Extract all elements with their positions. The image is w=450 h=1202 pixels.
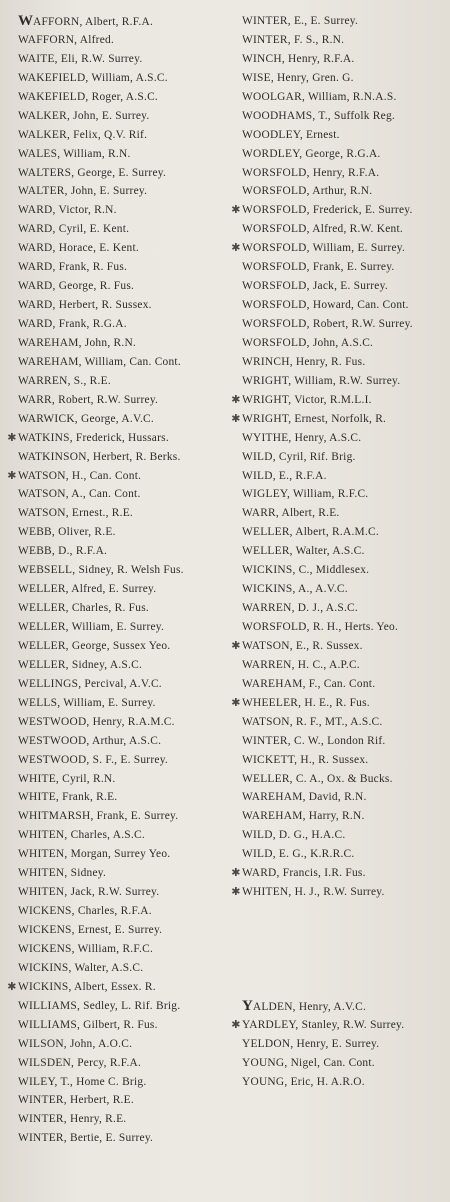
- name-entry: [6, 1110, 234, 1129]
- name-entry: [230, 807, 446, 826]
- memorial-star-icon: ✱: [231, 1019, 241, 1031]
- name-entry: [6, 921, 234, 940]
- name-entry-text: WALKER, Felix, Q.V. Rif.: [18, 128, 148, 141]
- name-entry: [6, 448, 234, 467]
- name-entry-text: WAREHAM, John, R.N.: [18, 336, 137, 349]
- name-entry: [230, 391, 446, 410]
- name-entry-text: WILLIAMS, Gilbert, R. Fus.: [18, 1018, 158, 1031]
- name-entry-text: WATKINS, Frederick, Hussars.: [18, 431, 169, 444]
- name-entry: [6, 220, 234, 239]
- name-entry-text: WICKINS, C., Middlesex.: [242, 564, 370, 577]
- memorial-star-icon: ✱: [7, 980, 17, 993]
- name-entry: [230, 182, 446, 201]
- name-entry: [6, 675, 234, 694]
- name-entry: [230, 50, 446, 69]
- name-entry-text: YARDLEY, Stanley, R.W. Surrey.: [242, 1019, 405, 1031]
- name-entry: [6, 239, 234, 258]
- name-entry: [6, 694, 234, 713]
- memorial-star-icon: ✱: [231, 867, 241, 880]
- name-entry-text: WATSON, Ernest., R.E.: [18, 507, 134, 520]
- name-entry-text: WINTER, Herbert, R.E.: [18, 1094, 134, 1107]
- name-entry: [6, 940, 234, 959]
- section-initial-letter: Y: [242, 997, 253, 1014]
- name-entry-text: WILD, D. G., H.A.C.: [242, 829, 346, 842]
- name-entry-text: WAFFORN, Albert, R.F.A.: [18, 12, 154, 29]
- name-entry-text: WEBB, D., R.F.A.: [18, 545, 108, 558]
- name-entry-text: WRIGHT, William, R.W. Surrey.: [242, 374, 401, 387]
- name-entry-text: WALTER, John, E. Surrey.: [18, 185, 148, 198]
- name-entry-text: WALKER, John, E. Surrey.: [18, 109, 150, 122]
- name-entry-text: WORSFOLD, Alfred, R.W. Kent.: [242, 223, 403, 236]
- name-entry-text: WHEELER, H. E., R. Fus.: [242, 696, 370, 709]
- name-entry: [6, 1129, 234, 1148]
- name-entry-text: WHITEN, Charles, A.S.C.: [18, 829, 145, 842]
- name-entry: [230, 732, 446, 751]
- name-entry: [230, 656, 446, 675]
- memorial-star-icon: ✱: [7, 469, 17, 482]
- name-entry: [6, 864, 234, 883]
- name-entry-text: WILD, E., R.F.A.: [242, 469, 327, 482]
- name-entry-text: WIGLEY, William, R.F.C.: [242, 488, 369, 501]
- name-entry: [6, 429, 234, 448]
- name-entry-text: WICKENS, William, R.F.C.: [18, 942, 154, 955]
- name-entry-text: WOODLEY, Ernest.: [242, 128, 340, 141]
- name-entry: [6, 164, 234, 183]
- name-entry-text: WARD, Cyril, E. Kent.: [18, 223, 130, 236]
- name-entry-text: WINTER, Bertie, E. Surrey.: [18, 1132, 154, 1145]
- right-w-names: [230, 12, 446, 902]
- name-entry: [6, 69, 234, 88]
- name-entry-text: WARREN, S., R.E.: [18, 374, 111, 387]
- name-entry-text: WELLER, William, E. Surrey.: [18, 621, 165, 633]
- name-entry-text: WILLIAMS, Sedley, L. Rif. Brig.: [18, 999, 181, 1012]
- name-entry-text: WOODHAMS, T., Suffolk Reg.: [242, 109, 395, 122]
- name-entry-text: WRIGHT, Ernest, Norfolk, R.: [242, 412, 387, 425]
- name-entry-text: WATSON, E., R. Sussex.: [242, 639, 363, 652]
- name-entry: [6, 902, 234, 921]
- name-entry: [230, 826, 446, 845]
- name-entry: [230, 637, 446, 656]
- name-entry: [230, 296, 446, 315]
- name-entry-text: WINTER, C. W., London Rif.: [242, 734, 386, 747]
- name-entry: [230, 12, 446, 31]
- name-entry: [6, 201, 234, 220]
- name-entry-text: WARD, Frank, R.G.A.: [18, 318, 127, 330]
- name-entry: [6, 107, 234, 126]
- name-entry-text: WINTER, E., E. Surrey.: [242, 15, 359, 27]
- name-entry: [230, 1016, 446, 1035]
- name-entry-text: WELLER, C. A., Ox. & Bucks.: [242, 772, 393, 785]
- memorial-star-icon: ✱: [231, 696, 241, 709]
- name-entry-text: WATSON, A., Can. Cont.: [18, 488, 141, 501]
- name-entry-text: WORSFOLD, John, A.S.C.: [242, 336, 374, 349]
- name-entry-text: WILSDEN, Percy, R.F.A.: [18, 1056, 142, 1069]
- name-entry: [6, 997, 234, 1016]
- name-entry: [6, 788, 234, 807]
- name-entry-text: WAITE, Eli, R.W. Surrey.: [18, 52, 143, 65]
- name-entry: [230, 410, 446, 429]
- name-entry-text: WATSON, H., Can. Cont.: [18, 469, 142, 482]
- name-entry: [230, 618, 446, 637]
- name-entry: [6, 656, 234, 675]
- name-entry-text: WOOLGAR, William, R.N.A.S.: [242, 90, 397, 103]
- name-entry: [230, 448, 446, 467]
- name-entry-text: WILD, E. G., K.R.R.C.: [242, 848, 355, 861]
- name-entry: [6, 296, 234, 315]
- name-entry: [6, 580, 234, 599]
- name-entry-text: WAKEFIELD, William, A.S.C.: [18, 71, 168, 84]
- name-entry-text: WHITMARSH, Frank, E. Surrey.: [18, 810, 179, 823]
- name-entry: [230, 315, 446, 334]
- name-entry-text: WICKENS, Charles, R.F.A.: [18, 905, 152, 918]
- name-entry: [6, 31, 234, 50]
- name-entry: [230, 1054, 446, 1073]
- name-entry: [230, 1035, 446, 1054]
- name-entry: [6, 523, 234, 542]
- name-entry-text: WORSFOLD, Howard, Can. Cont.: [242, 299, 409, 312]
- name-entry: [6, 145, 234, 164]
- name-entry-text: WRIGHT, Victor, R.M.L.I.: [242, 393, 372, 406]
- name-entry: [6, 770, 234, 789]
- name-entry-text: WORDLEY, George, R.G.A.: [242, 147, 381, 160]
- name-entry: [230, 353, 446, 372]
- name-entry-text: WAREHAM, David, R.N.: [242, 791, 367, 804]
- name-entry-text: WHITE, Cyril, R.N.: [18, 772, 116, 785]
- name-entry: [230, 334, 446, 353]
- name-entry-text: WARD, Francis, I.R. Fus.: [242, 867, 366, 880]
- name-entry: [230, 883, 446, 902]
- name-entry: [6, 372, 234, 391]
- name-entry: [6, 1016, 234, 1035]
- memorial-star-icon: ✱: [231, 242, 241, 255]
- name-entry: [6, 959, 234, 978]
- name-entry-text: WAREHAM, Harry, R.N.: [242, 810, 365, 823]
- name-entry: [230, 845, 446, 864]
- right-name-column: [230, 12, 446, 1092]
- name-entry-text: WORSFOLD, William, E. Surrey.: [242, 242, 406, 255]
- name-entry-text: WAKEFIELD, Roger, A.S.C.: [18, 90, 159, 103]
- name-entry: [6, 485, 234, 504]
- name-entry-text: WARD, Victor, R.N.: [18, 204, 117, 217]
- name-entry: [6, 845, 234, 864]
- name-entry: [6, 12, 234, 31]
- name-entry-text: WATSON, R. F., MT., A.S.C.: [242, 715, 383, 728]
- name-entry: [6, 1091, 234, 1110]
- name-entry-text: WALES, William, R.N.: [18, 147, 131, 160]
- name-entry: [6, 826, 234, 845]
- name-entry-text: WELLER, George, Sussex Yeo.: [18, 639, 171, 652]
- name-entry: [230, 694, 446, 713]
- name-entry: [6, 410, 234, 429]
- name-entry: [6, 807, 234, 826]
- name-entry: [230, 69, 446, 88]
- name-entry-text: YOUNG, Eric, H. A.R.O.: [242, 1075, 365, 1088]
- name-entry: [6, 561, 234, 580]
- name-entry-text: WORSFOLD, Henry, R.F.A.: [242, 166, 380, 179]
- name-entry: [6, 751, 234, 770]
- name-entry-text: WHITEN, Sidney.: [18, 867, 107, 880]
- name-entry-text: WHITEN, Jack, R.W. Surrey.: [18, 886, 160, 899]
- name-entry-text: WARD, Horace, E. Kent.: [18, 242, 139, 255]
- memorial-star-icon: ✱: [231, 412, 241, 425]
- name-entry-text: WHITEN, Morgan, Surrey Yeo.: [18, 848, 171, 861]
- section-gap: [230, 902, 446, 997]
- name-entry: [230, 258, 446, 277]
- right-y-names: [230, 997, 446, 1092]
- name-entry: [6, 126, 234, 145]
- name-entry: [230, 429, 446, 448]
- name-entry-text: WELLER, Sidney, A.S.C.: [18, 658, 143, 671]
- name-entry-text: WAREHAM, F., Can. Cont.: [242, 677, 376, 690]
- name-entry: [230, 864, 446, 883]
- name-entry: [230, 788, 446, 807]
- name-entry: [230, 467, 446, 486]
- name-entry-text: WILD, Cyril, Rif. Brig.: [242, 450, 356, 463]
- name-entry: [6, 637, 234, 656]
- name-entry: [230, 542, 446, 561]
- name-entry-text: WHITEN, H. J., R.W. Surrey.: [242, 886, 385, 899]
- memorial-star-icon: ✱: [231, 393, 241, 406]
- name-entry-text: WARREN, H. C., A.P.C.: [242, 658, 360, 671]
- name-entry-text: WORSFOLD, Frederick, E. Surrey.: [242, 204, 413, 217]
- name-entry-text: WORSFOLD, Frank, E. Surrey.: [242, 261, 395, 274]
- name-entry-text: YALDEN, Henry, A.V.C.: [242, 997, 367, 1014]
- name-entry: [6, 1035, 234, 1054]
- name-entry-text: WINCH, Henry, R.F.A.: [242, 52, 355, 65]
- name-entry-text: WARD, Frank, R. Fus.: [18, 261, 128, 274]
- name-entry: [230, 201, 446, 220]
- name-entry: [6, 182, 234, 201]
- name-entry-text: WESTWOOD, Henry, R.A.M.C.: [18, 715, 175, 728]
- name-entry: [230, 239, 446, 258]
- name-entry-text: WESTWOOD, Arthur, A.S.C.: [18, 734, 162, 747]
- left-name-column: [6, 12, 234, 1148]
- name-entry: [6, 88, 234, 107]
- name-entry-text: WYITHE, Henry, A.S.C.: [242, 431, 362, 444]
- name-entry: [230, 107, 446, 126]
- name-entry: [230, 1073, 446, 1092]
- name-entry-text: WICKENS, Ernest, E. Surrey.: [18, 924, 163, 936]
- memorial-star-icon: ✱: [231, 886, 241, 899]
- name-entry: [230, 145, 446, 164]
- name-entry-text: WORSFOLD, R. H., Herts. Yeo.: [242, 621, 399, 633]
- name-entry: [230, 751, 446, 770]
- name-entry-text: WELLER, Walter, A.S.C.: [242, 545, 365, 558]
- name-entry: [6, 713, 234, 732]
- name-entry: [6, 315, 234, 334]
- name-entry: [230, 580, 446, 599]
- name-entry-text: WEBB, Oliver, R.E.: [18, 526, 116, 539]
- name-entry: [230, 504, 446, 523]
- name-entry: [230, 770, 446, 789]
- name-entry: [6, 599, 234, 618]
- name-entry: [6, 391, 234, 410]
- name-entry-text: WILEY, T., Home C. Brig.: [18, 1075, 147, 1088]
- name-entry: [6, 353, 234, 372]
- name-entry-text: WELLS, William, E. Surrey.: [18, 696, 156, 709]
- name-entry: [6, 883, 234, 902]
- name-entry: [6, 277, 234, 296]
- name-entry: [230, 713, 446, 732]
- name-entry-text: YOUNG, Nigel, Can. Cont.: [242, 1056, 375, 1069]
- name-entry-text: WARR, Albert, R.E.: [242, 507, 340, 520]
- name-entry: [6, 732, 234, 751]
- name-entry-text: WINTER, F. S., R.N.: [242, 33, 345, 46]
- name-entry: [230, 126, 446, 145]
- name-entry-text: WICKINS, Albert, Essex. R.: [18, 980, 156, 993]
- name-entry: [6, 258, 234, 277]
- name-entry-text: WORSFOLD, Arthur, R.N.: [242, 185, 373, 198]
- name-entry: [6, 1073, 234, 1092]
- name-entry-text: WICKETT, H., R. Sussex.: [242, 753, 369, 766]
- name-entry-text: WARWICK, George, A.V.C.: [18, 412, 154, 425]
- name-entry-text: WELLER, Albert, R.A.M.C.: [242, 526, 379, 539]
- name-entry-text: WELLINGS, Percival, A.V.C.: [18, 677, 162, 690]
- name-entry: [230, 523, 446, 542]
- name-entry-text: WARR, Robert, R.W. Surrey.: [18, 393, 159, 406]
- name-entry-text: WARD, George, R. Fus.: [18, 280, 135, 293]
- name-entry: [6, 978, 234, 997]
- name-entry-text: WICKINS, Walter, A.S.C.: [18, 961, 144, 974]
- name-entry: [230, 485, 446, 504]
- name-entry-text: WAFFORN, Alfred.: [18, 33, 115, 46]
- name-entry: [230, 31, 446, 50]
- memorial-star-icon: ✱: [7, 431, 17, 444]
- name-entry: [6, 542, 234, 561]
- name-entry-text: WORSFOLD, Robert, R.W. Surrey.: [242, 318, 413, 330]
- name-entry-text: WATKINSON, Herbert, R. Berks.: [18, 450, 181, 463]
- name-entry-text: WESTWOOD, S. F., E. Surrey.: [18, 753, 168, 766]
- name-entry: [230, 561, 446, 580]
- name-entry-text: WELLER, Charles, R. Fus.: [18, 602, 149, 615]
- name-entry-text: WILSON, John, A.O.C.: [18, 1037, 133, 1050]
- name-entry: [6, 467, 234, 486]
- name-entry-text: WHITE, Frank, R.E.: [18, 791, 118, 804]
- name-entry-text: WAREHAM, William, Can. Cont.: [18, 355, 181, 368]
- name-entry-text: WEBSELL, Sidney, R. Welsh Fus.: [18, 564, 184, 577]
- name-entry: [230, 164, 446, 183]
- name-entry-text: WICKINS, A., A.V.C.: [242, 583, 348, 596]
- name-entry-text: WISE, Henry, Gren. G.: [242, 71, 354, 84]
- name-entry: [230, 372, 446, 391]
- name-entry-text: WARREN, D. J., A.S.C.: [242, 602, 359, 615]
- name-entry-text: WINTER, Henry, R.E.: [18, 1113, 127, 1126]
- memorial-star-icon: ✱: [231, 204, 241, 217]
- name-entry-text: WORSFOLD, Jack, E. Surrey.: [242, 280, 388, 293]
- name-entry: [6, 334, 234, 353]
- name-entry-text: WALTERS, George, E. Surrey.: [18, 166, 167, 179]
- name-entry: [230, 599, 446, 618]
- name-entry: [6, 50, 234, 69]
- name-entry: [6, 1054, 234, 1073]
- name-entry-text: WELLER, Alfred, E. Surrey.: [18, 583, 157, 596]
- name-entry-text: WARD, Herbert, R. Sussex.: [18, 299, 152, 312]
- name-entry: [230, 675, 446, 694]
- name-entry: [230, 88, 446, 107]
- name-entry: [230, 220, 446, 239]
- memorial-star-icon: ✱: [231, 639, 241, 652]
- section-initial-letter: W: [18, 12, 33, 29]
- name-entry-text: YELDON, Henry, E. Surrey.: [242, 1037, 380, 1050]
- name-entry: [6, 618, 234, 637]
- name-entry-text: WRINCH, Henry, R. Fus.: [242, 355, 366, 368]
- name-entry: [6, 504, 234, 523]
- name-entry: [230, 277, 446, 296]
- name-entry: [230, 997, 446, 1016]
